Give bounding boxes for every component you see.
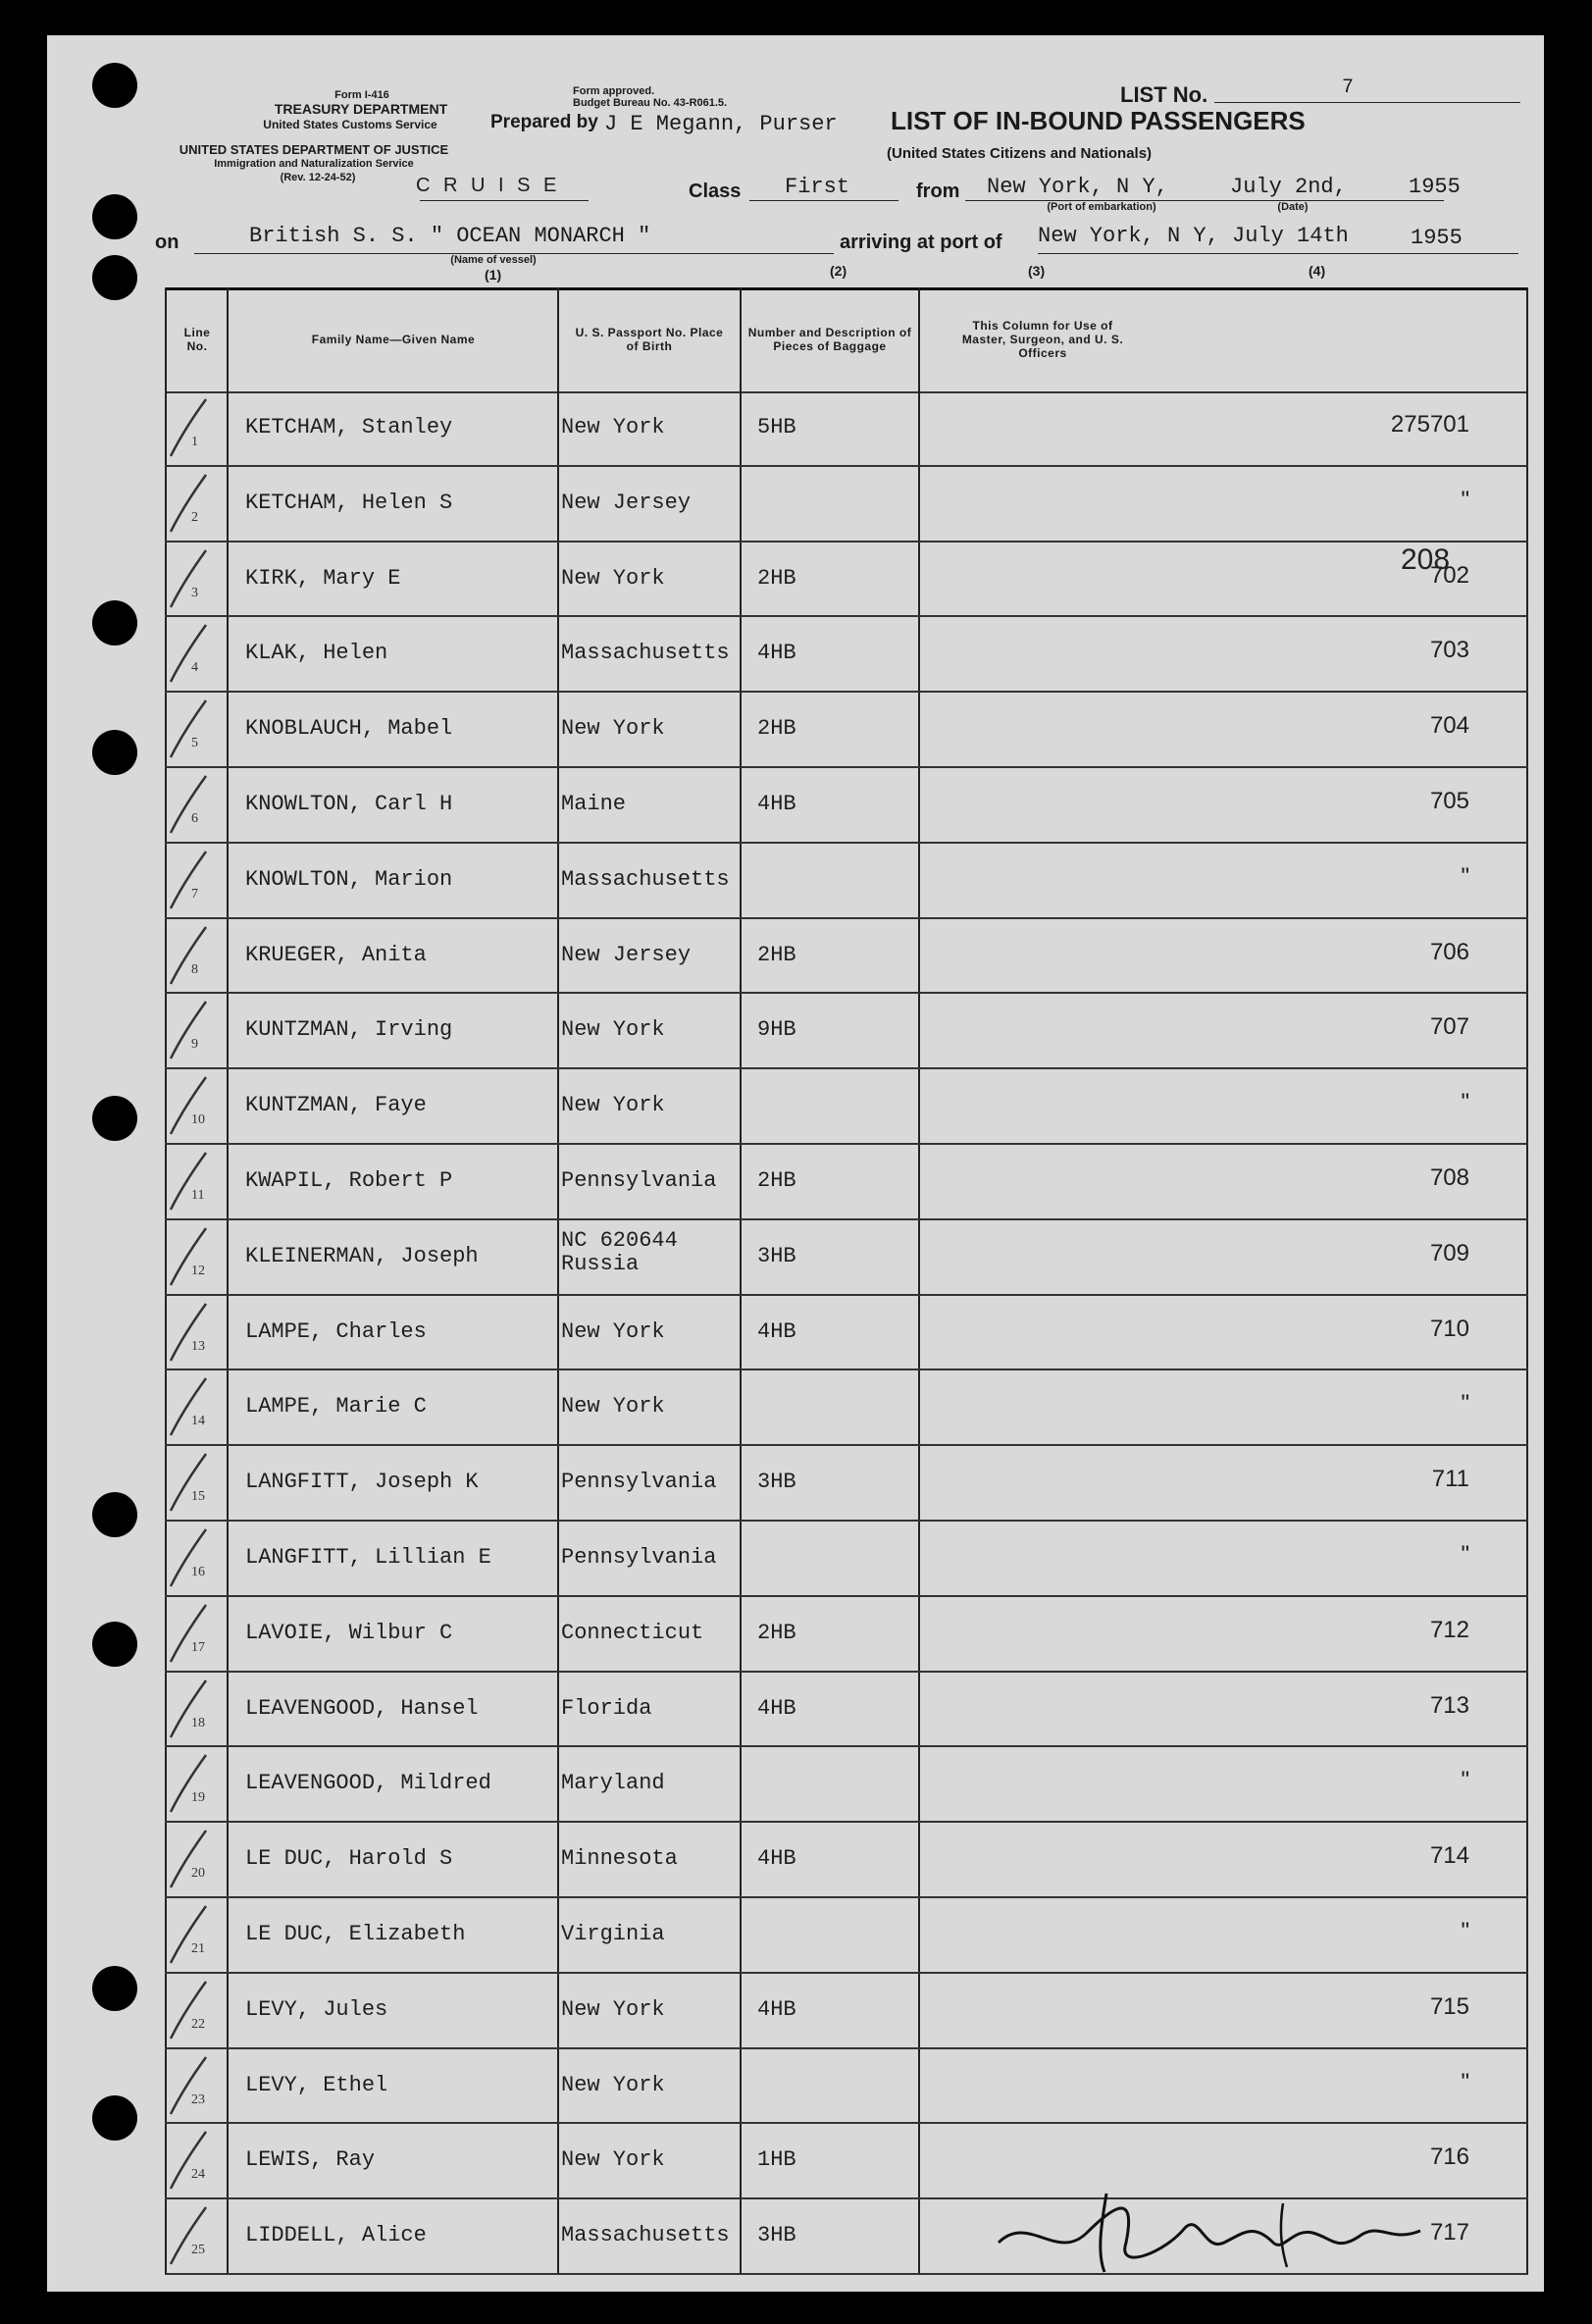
officer-number: 705: [1429, 788, 1469, 814]
table-row: [165, 1597, 1528, 1673]
baggage-count: 3HB: [757, 2223, 796, 2248]
from-year: 1955: [1409, 175, 1461, 199]
budget-bureau-number: Budget Bureau No. 43-R061.5.: [573, 97, 728, 109]
baggage-count: 9HB: [757, 1017, 796, 1043]
passenger-name: LIDDELL, Alice: [245, 2223, 427, 2248]
line-number: 17: [191, 1639, 205, 1655]
header-passport: U. S. Passport No. Place of Birth: [575, 326, 724, 353]
place-of-birth: New York: [561, 2147, 665, 2173]
line-number: 5: [191, 736, 198, 751]
passenger-name: KNOWLTON, Carl H: [245, 792, 453, 816]
binder-hole: [92, 600, 137, 646]
place-of-birth: Massachusetts: [561, 2223, 730, 2248]
baggage-count: 2HB: [757, 565, 796, 591]
check-mark-icon: [169, 542, 208, 611]
column-number-1: (1): [485, 267, 502, 283]
arrival-year: 1955: [1411, 226, 1463, 250]
officer-number: 714: [1429, 1842, 1469, 1870]
officer-number: 706: [1429, 938, 1469, 965]
column-number-4: (4): [1309, 263, 1326, 279]
table-row: [165, 1069, 1528, 1145]
treasury-department: TREASURY DEPARTMENT: [274, 101, 448, 117]
passenger-name: LEWIS, Ray: [245, 2147, 376, 2173]
baggage-count: 2HB: [757, 1620, 796, 1645]
passenger-name: KETCHAM, Stanley: [245, 415, 453, 439]
check-mark-icon: [169, 693, 208, 761]
form-revision: (Rev. 12-24-52): [280, 172, 356, 183]
header-name: Family Name—Given Name: [311, 333, 476, 346]
line-number: 16: [191, 1565, 205, 1579]
officer-number: 715: [1429, 1992, 1469, 2020]
passenger-name: LEVY, Ethel: [245, 2072, 388, 2097]
officer-number: 717: [1429, 2219, 1469, 2247]
binder-hole: [92, 1096, 137, 1141]
officer-number: ": [1461, 1767, 1469, 1794]
officer-number: 708: [1429, 1164, 1469, 1191]
passenger-name: KLAK, Helen: [245, 641, 388, 666]
line-number: 22: [191, 2016, 205, 2032]
arriving-label: arriving at port of: [840, 232, 1002, 253]
officer-number: 711: [1431, 1466, 1469, 1493]
table-row: [165, 1823, 1528, 1898]
line-number: 11: [191, 1188, 205, 1203]
table-row: [165, 2049, 1528, 2125]
place-of-birth: Massachusetts: [561, 866, 730, 892]
column-number-3: (3): [1028, 263, 1046, 279]
officer-number: 710: [1429, 1315, 1469, 1342]
binder-hole: [92, 63, 137, 108]
baggage-count: 2HB: [757, 1168, 796, 1193]
line-number: 4: [191, 660, 198, 676]
from-port: New York, N Y,: [987, 175, 1168, 199]
line-number: 21: [191, 1941, 205, 1956]
place-of-birth: New York: [561, 716, 665, 742]
table-row: [165, 617, 1528, 693]
department-of-justice: UNITED STATES DEPARTMENT OF JUSTICE: [179, 142, 449, 157]
prepared-by-label: Prepared by: [490, 112, 598, 132]
place-of-birth: Connecticut: [561, 1620, 704, 1645]
vessel-caption: (Name of vessel): [450, 254, 537, 266]
passenger-table: [165, 287, 1528, 2275]
place-of-birth: Minnesota: [561, 1846, 678, 1872]
table-row: [165, 1145, 1528, 1220]
table-row: [165, 693, 1528, 768]
column-number-2: (2): [830, 263, 847, 279]
place-of-birth: Russia: [561, 1251, 640, 1276]
customs-service: United States Customs Service: [263, 118, 437, 131]
passenger-name: KNOBLAUCH, Mabel: [245, 716, 453, 742]
check-mark-icon: [169, 994, 208, 1062]
officer-number: ": [1461, 862, 1469, 890]
table-row: [165, 1747, 1528, 1823]
officer-number: 712: [1429, 1616, 1469, 1643]
place-of-birth: Florida: [561, 1695, 652, 1721]
place-of-birth: Pennsylvania: [561, 1470, 717, 1495]
baggage-count: 1HB: [757, 2147, 796, 2173]
arrival-details: New York, N Y, July 14th: [1038, 224, 1349, 248]
table-row: [165, 1220, 1528, 1296]
line-number: 24: [191, 2167, 205, 2183]
passenger-name: LANGFITT, Joseph K: [245, 1470, 479, 1495]
passenger-name: LE DUC, Harold S: [245, 1846, 453, 1872]
line-number: 12: [191, 1263, 205, 1278]
line-number: 10: [191, 1112, 205, 1128]
check-mark-icon: [169, 617, 208, 686]
place-of-birth: New York: [561, 1996, 665, 2022]
place-of-birth: New York: [561, 565, 665, 591]
place-of-birth: Pennsylvania: [561, 1545, 717, 1570]
purser-signature: [989, 2174, 1440, 2282]
document-subtitle: (United States Citizens and Nationals): [887, 145, 1153, 162]
passenger-name: LANGFITT, Lillian E: [245, 1545, 491, 1570]
baggage-count: 4HB: [757, 792, 796, 816]
table-row: [165, 768, 1528, 844]
line-number: 19: [191, 1790, 205, 1806]
passenger-name: LEAVENGOOD, Mildred: [245, 1771, 491, 1796]
officer-number: ": [1461, 1089, 1469, 1116]
baggage-count: 3HB: [757, 1470, 796, 1495]
officer-number: ": [1461, 1918, 1469, 1944]
place-of-birth: New York: [561, 1394, 665, 1420]
line-number: 2: [191, 509, 198, 525]
check-mark-icon: [169, 768, 208, 837]
table-row: [165, 994, 1528, 1069]
binder-hole: [92, 255, 137, 300]
passenger-name: KIRK, Mary E: [245, 565, 401, 591]
line-number: 23: [191, 2092, 205, 2107]
baggage-count: 2HB: [757, 716, 796, 742]
officer-number: 713: [1429, 1691, 1469, 1719]
baggage-count: 4HB: [757, 1318, 796, 1344]
line-number: 13: [191, 1338, 205, 1354]
line-number: 25: [191, 2243, 205, 2258]
baggage-count: 4HB: [757, 1695, 796, 1721]
place-of-birth: Maine: [561, 792, 627, 816]
check-mark-icon: [169, 844, 208, 912]
document-title: LIST OF IN-BOUND PASSENGERS: [891, 106, 1306, 135]
line-number: 3: [191, 585, 198, 600]
passenger-name: KETCHAM, Helen S: [245, 490, 453, 515]
passenger-name: KRUEGER, Anita: [245, 942, 427, 967]
line-number: 20: [191, 1866, 205, 1882]
binder-hole: [92, 1966, 137, 2011]
officer-number: ": [1461, 486, 1469, 513]
passenger-name: LAMPE, Charles: [245, 1318, 427, 1344]
officer-number: ": [1461, 1390, 1469, 1418]
officer-number: 709: [1429, 1239, 1469, 1266]
binder-hole: [92, 1492, 137, 1537]
place-of-birth: New York: [561, 415, 665, 439]
table-row: [165, 1296, 1528, 1371]
place-of-birth: Pennsylvania: [561, 1168, 717, 1193]
handwritten-number: 208: [1401, 543, 1451, 576]
list-number: 7: [1342, 77, 1355, 99]
check-mark-icon: [169, 919, 208, 988]
baggage-count: 4HB: [757, 641, 796, 666]
officer-number: 716: [1429, 2143, 1469, 2171]
baggage-count: 4HB: [757, 1846, 796, 1872]
passenger-name: KUNTZMAN, Faye: [245, 1093, 427, 1118]
passport-number: NC 620644: [561, 1227, 678, 1253]
class-label: Class: [689, 181, 742, 202]
from-date: July 2nd,: [1230, 175, 1347, 199]
table-row: [165, 1974, 1528, 2049]
place-of-birth: Maryland: [561, 1771, 665, 1796]
check-mark-icon: [169, 391, 208, 460]
form-approved: Form approved.: [573, 85, 655, 97]
table-row: [165, 1370, 1528, 1446]
baggage-count: 3HB: [757, 1243, 796, 1268]
header-line-no: Line No.: [183, 326, 211, 353]
prepared-by: J E Megann, Purser: [604, 112, 838, 136]
on-label: on: [155, 232, 180, 253]
line-number: 18: [191, 1715, 205, 1730]
officer-number: 707: [1429, 1013, 1469, 1041]
line-number: 6: [191, 811, 198, 826]
date-caption: (Date): [1277, 201, 1309, 213]
table-row: [165, 1522, 1528, 1597]
officer-number: ": [1461, 2068, 1469, 2095]
officer-number: 703: [1429, 637, 1469, 664]
class-value: First: [785, 175, 850, 199]
passenger-name: LEVY, Jules: [245, 1996, 388, 2022]
baggage-count: 2HB: [757, 942, 796, 967]
line-number: 15: [191, 1489, 205, 1505]
table-row: [165, 919, 1528, 995]
binder-hole: [92, 2095, 137, 2141]
port-of-embarkation-caption: (Port of embarkation): [1047, 201, 1156, 213]
binder-hole: [92, 194, 137, 239]
baggage-count: 4HB: [757, 1996, 796, 2022]
passenger-name: LAMPE, Marie C: [245, 1394, 427, 1420]
table-row: [165, 542, 1528, 618]
passenger-name: LAVOIE, Wilbur C: [245, 1620, 453, 1645]
table-row: [165, 1673, 1528, 1748]
place-of-birth: New York: [561, 1017, 665, 1043]
binder-hole: [92, 1622, 137, 1667]
officer-number: ": [1461, 1541, 1469, 1568]
immigration-service: Immigration and Naturalization Service: [214, 158, 414, 170]
officer-number: 704: [1429, 712, 1469, 740]
table-row: [165, 844, 1528, 919]
cruise-label: C R U I S E: [416, 175, 561, 196]
passenger-name: KWAPIL, Robert P: [245, 1168, 453, 1193]
table-row: [165, 1446, 1528, 1522]
place-of-birth: New York: [561, 2072, 665, 2097]
place-of-birth: New Jersey: [561, 942, 692, 967]
place-of-birth: Massachusetts: [561, 641, 730, 666]
list-number-label: LIST No.: [1120, 82, 1208, 107]
passenger-name: KLEINERMAN, Joseph: [245, 1243, 479, 1268]
passenger-name: KUNTZMAN, Irving: [245, 1017, 453, 1043]
binder-hole: [92, 730, 137, 775]
place-of-birth: New York: [561, 1318, 665, 1344]
line-number: 9: [191, 1037, 198, 1053]
passenger-name: KNOWLTON, Marion: [245, 866, 453, 892]
table-row: [165, 1898, 1528, 1974]
manifest-page: [47, 35, 1544, 2292]
header-officers: This Column for Use of Master, Surgeon, and U. S. Officers: [961, 319, 1124, 360]
baggage-count: 5HB: [757, 415, 796, 439]
table-row: [165, 391, 1528, 467]
place-of-birth: New Jersey: [561, 490, 692, 515]
table-row: [165, 467, 1528, 542]
line-number: 14: [191, 1414, 205, 1429]
form-number: Form I-416: [334, 89, 389, 101]
passenger-name: LE DUC, Elizabeth: [245, 1922, 466, 1946]
check-mark-icon: [169, 467, 208, 536]
place-of-birth: Virginia: [561, 1922, 665, 1946]
vessel-name: British S. S. " OCEAN MONARCH ": [249, 224, 651, 248]
officer-number: 275701: [1390, 411, 1469, 438]
officer-number: 702: [1429, 561, 1469, 589]
place-of-birth: New York: [561, 1093, 665, 1118]
passenger-name: LEAVENGOOD, Hansel: [245, 1695, 479, 1721]
line-number: 8: [191, 961, 198, 977]
from-label: from: [916, 181, 960, 202]
header-baggage: Number and Description of Pieces of Baggage: [747, 326, 912, 353]
line-number: 1: [191, 435, 198, 449]
line-number: 7: [191, 886, 198, 902]
